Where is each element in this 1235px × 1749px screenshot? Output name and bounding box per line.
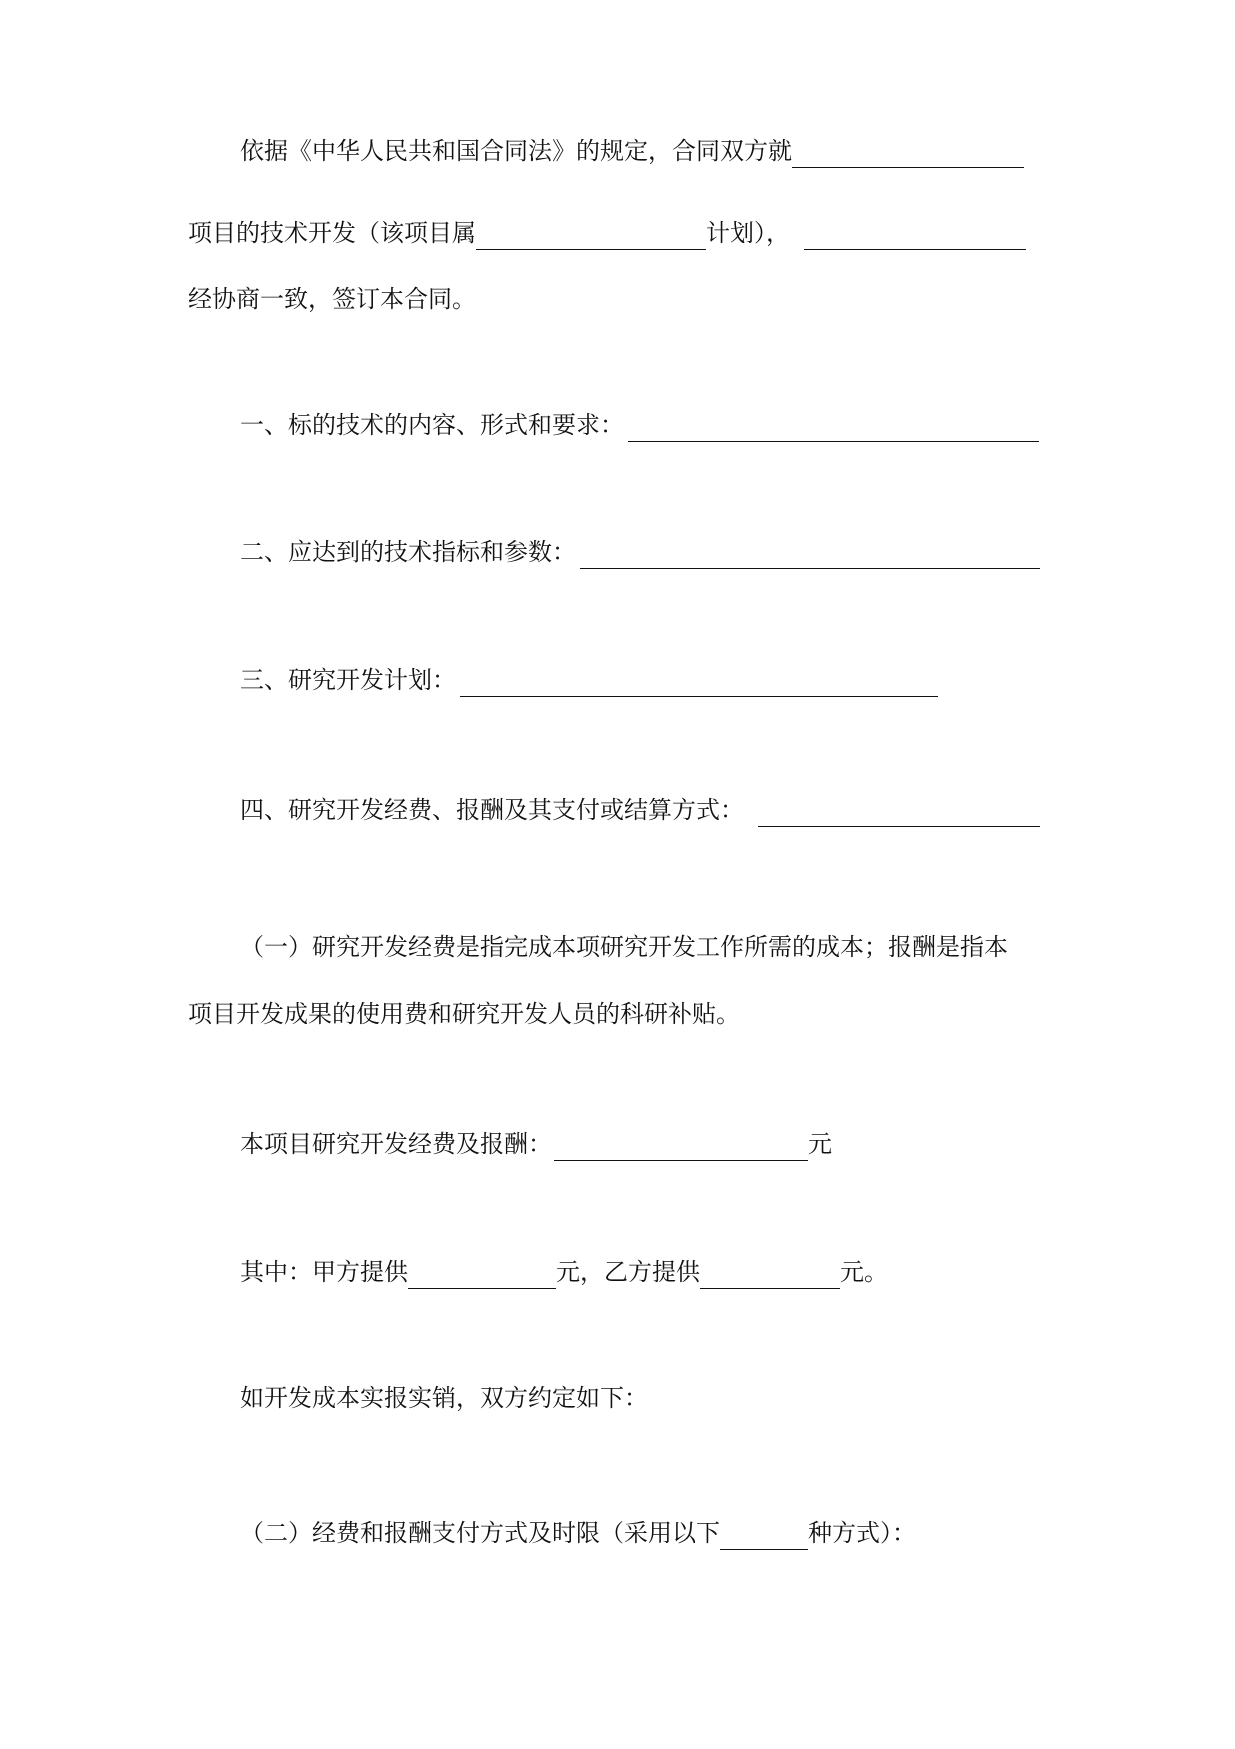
clause-2-line [240,1516,916,1550]
clause-1-text-1: （一）研究开发经费是指完成本项研究开发工作所需的成本；报酬是指本 [240,933,1008,961]
clause-1-line-1 [240,930,1008,964]
section-2 [240,535,1040,569]
clause-1-text-2: 项目开发成果的使用费和研究开发人员的科研补贴。 [188,1000,740,1028]
fee-split-text-c: 元。 [840,1258,888,1286]
party-b-amount-blank[interactable] [700,1262,840,1289]
clause-1-line-2 [188,997,740,1031]
section-1-blank[interactable] [628,415,1039,442]
party-a-amount-blank[interactable] [408,1262,556,1289]
plan-name-blank[interactable] [476,223,706,250]
actual-cost-text: 如开发成本实报实销，双方约定如下： [240,1384,648,1412]
intro-line-1 [240,134,1024,168]
section-2-blank[interactable] [580,542,1040,569]
intro-text-1: 依据《中华人民共和国合同法》的规定，合同双方就 [240,137,792,165]
fee-total-unit: 元 [808,1130,832,1158]
intro-line-2 [188,216,1026,250]
party-blank[interactable] [804,223,1026,250]
fee-total-label: 本项目研究开发经费及报酬： [240,1130,552,1158]
actual-cost-line [240,1381,648,1415]
fee-split-text-b: 元，乙方提供 [556,1258,700,1286]
project-name-blank[interactable] [792,141,1024,168]
section-1 [240,408,1039,442]
section-3-label: 三、研究开发计划： [240,666,456,694]
intro-text-3: 经协商一致，签订本合同。 [188,285,476,313]
intro-text-2a: 项目的技术开发（该项目属 [188,219,476,247]
payment-method-blank[interactable] [720,1523,808,1550]
section-4-label: 四、研究开发经费、报酬及其支付或结算方式： [240,796,744,824]
section-1-label: 一、标的技术的内容、形式和要求： [240,411,624,439]
section-4-blank[interactable] [758,800,1040,827]
section-4 [240,793,1040,827]
fee-total-blank[interactable] [554,1134,808,1161]
section-3 [240,663,938,697]
intro-text-2b: 计划）， [706,219,790,247]
section-3-blank[interactable] [460,670,938,697]
intro-line-3 [188,282,476,316]
section-2-label: 二、应达到的技术指标和参数： [240,538,576,566]
clause-2-text-a: （二）经费和报酬支付方式及时限（采用以下 [240,1519,720,1547]
fee-split-line [240,1255,888,1289]
fee-split-text-a: 其中：甲方提供 [240,1258,408,1286]
clause-2-text-b: 种方式）： [808,1519,916,1547]
fee-total-line [240,1127,832,1161]
